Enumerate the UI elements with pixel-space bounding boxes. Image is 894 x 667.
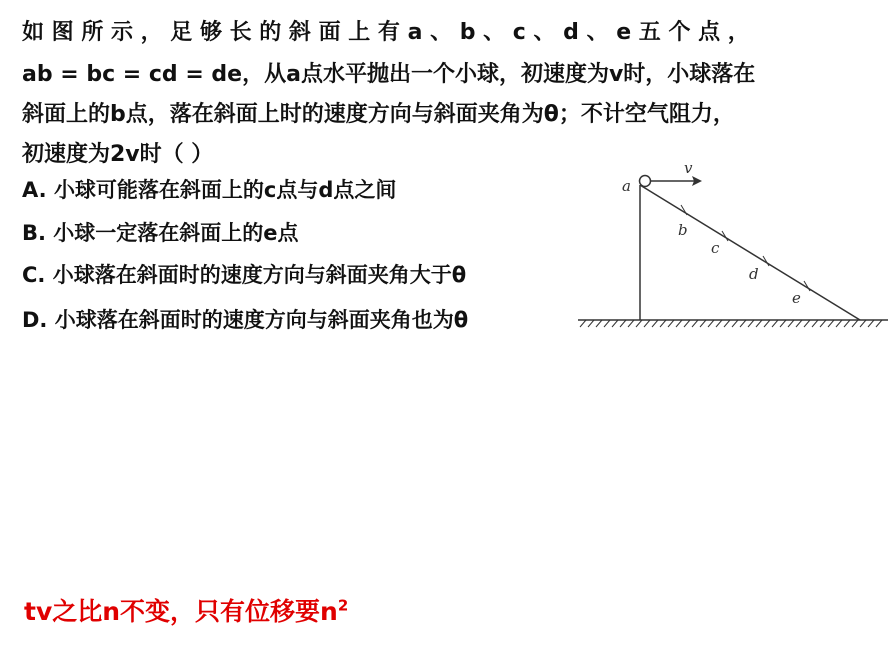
point-label-d: d bbox=[749, 265, 759, 283]
option-d-label: D. bbox=[22, 308, 48, 332]
incline-surface bbox=[640, 185, 860, 320]
velocity-label: v bbox=[684, 159, 693, 177]
option-a-label: A. bbox=[22, 178, 47, 202]
point-label-a: a bbox=[622, 177, 631, 195]
option-c bbox=[22, 260, 466, 290]
question-line-1: 如 图 所 示 ， 足 够 长 的 斜 面 上 有 a 、 b 、 c 、 d 、 e 五 个 点 ， bbox=[22, 20, 750, 45]
annotation-superscript: 2 bbox=[337, 596, 349, 615]
point-label-c: c bbox=[711, 239, 720, 257]
option-d bbox=[22, 305, 468, 335]
question-line-3: 斜面上的b点，落在斜面上时的速度方向与斜面夹角为θ；不计空气阻力， bbox=[22, 102, 735, 127]
incline-diagram bbox=[570, 155, 890, 335]
annotation-text: tv之比n不变，只有位移要n bbox=[24, 597, 338, 626]
option-a-text: 小球可能落在斜面上的c点与d点之间 bbox=[53, 178, 397, 202]
option-a bbox=[22, 175, 396, 205]
option-b-label: B. bbox=[22, 221, 46, 245]
question-line-2: ab = bc = cd = de，从a点水平抛出一个小球，初速度为v时，小球落在 bbox=[22, 62, 756, 87]
point-label-b: b bbox=[678, 221, 688, 239]
ball-icon bbox=[640, 176, 651, 187]
option-b-text: 小球一定落在斜面上的e点 bbox=[53, 221, 299, 245]
ground-hatching bbox=[580, 320, 882, 327]
point-label-e: e bbox=[792, 289, 801, 307]
option-c-text: 小球落在斜面时的速度方向与斜面夹角大于θ bbox=[52, 263, 467, 287]
option-b bbox=[22, 218, 299, 248]
option-c-label: C. bbox=[22, 263, 46, 287]
handwritten-annotation bbox=[24, 592, 348, 628]
question-line-4: 初速度为2v时（ ） bbox=[22, 142, 214, 167]
option-d-text: 小球落在斜面时的速度方向与斜面夹角也为θ bbox=[54, 308, 469, 332]
